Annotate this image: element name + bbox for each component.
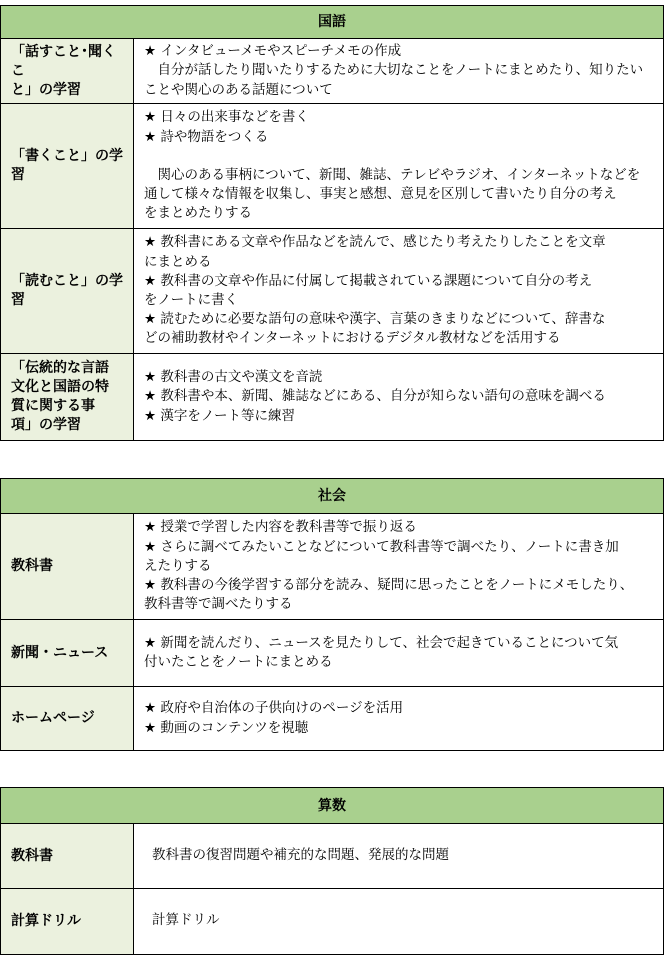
row-content: ★ 新聞を読んだり、ニュースを見たりして、社会で起きていることについて気 付いたことをノートにまとめる	[134, 620, 664, 687]
row-label: 「書くこと」の学 習	[1, 104, 134, 229]
section-kokugo-table	[0, 5, 664, 441]
row-content: ★ 教科書の古文や漢文を音読 ★ 教科書や本、新聞、雑誌などにある、自分が知らない語句の意味を調べる ★ 漢字をノート等に練習	[134, 354, 664, 441]
table-row	[1, 354, 664, 441]
row-label: 教科書	[1, 824, 134, 889]
blank-line	[144, 147, 659, 166]
row-label: 「話すこと･聞くこ と」の学習	[1, 39, 134, 104]
section-sansu-table	[0, 787, 664, 955]
table-row	[1, 514, 664, 620]
table-row	[1, 620, 664, 687]
row-content: 教科書の復習問題や補充的な問題、発展的な問題	[134, 824, 664, 889]
table-row	[1, 104, 664, 229]
row-content: ★ 教科書にある文章や作品などを読んで、感じたり考えたりしたことを文章 にまとめる ★ 教科書の文章や作品に付属して掲載されている課題について自分の考え をノートに書く ★ 読むために必要な語句の意味や漢字、言葉のきまりなどについて、辞書な どの補助教材やインターネットにおけるデジタル教材などを活用する	[134, 229, 664, 354]
table-row	[1, 39, 664, 104]
section-title: 国語	[1, 6, 664, 39]
table-row	[1, 229, 664, 354]
row-content: ★ 日々の出来事などを書く ★ 詩や物語をつくる 関心のある事柄について、新聞、雑誌、テレビやラジオ、インターネットなどを 通して様々な情報を収集し、事実と感想、意見を区別して書いたり自分の考え をまとめたりする	[134, 104, 664, 229]
row-label: 教科書	[1, 514, 134, 620]
row-label: ホームページ	[1, 687, 134, 751]
row-content: ★ 授業で学習した内容を教科書等で振り返る ★ さらに調べてみたいことなどについて教科書等で調べたり、ノートに書き加 えたりする ★ 教科書の今後学習する部分を読み、疑問に思ったことをノートにメモしたり、 教科書等で調べたりする	[134, 514, 664, 620]
table-row	[1, 687, 664, 751]
table-row	[1, 824, 664, 889]
row-label: 計算ドリル	[1, 889, 134, 955]
section-shakai-table	[0, 478, 664, 751]
row-label: 新聞・ニュース	[1, 620, 134, 687]
row-label: 「読むこと」の学 習	[1, 229, 134, 354]
row-content: ★ 政府や自治体の子供向けのページを活用 ★ 動画のコンテンツを視聴	[134, 687, 664, 751]
section-title: 算数	[1, 788, 664, 824]
section-title: 社会	[1, 479, 664, 514]
table-row	[1, 889, 664, 955]
row-content: 計算ドリル	[134, 889, 664, 955]
row-content: ★ インタビューメモやスピーチメモの作成 自分が話したり聞いたりするために大切なことをノートにまとめたり、知りたい ことや関心のある話題について	[134, 39, 664, 104]
row-label: 「伝統的な言語 文化と国語の特 質に関する事 項」の学習	[1, 354, 134, 441]
